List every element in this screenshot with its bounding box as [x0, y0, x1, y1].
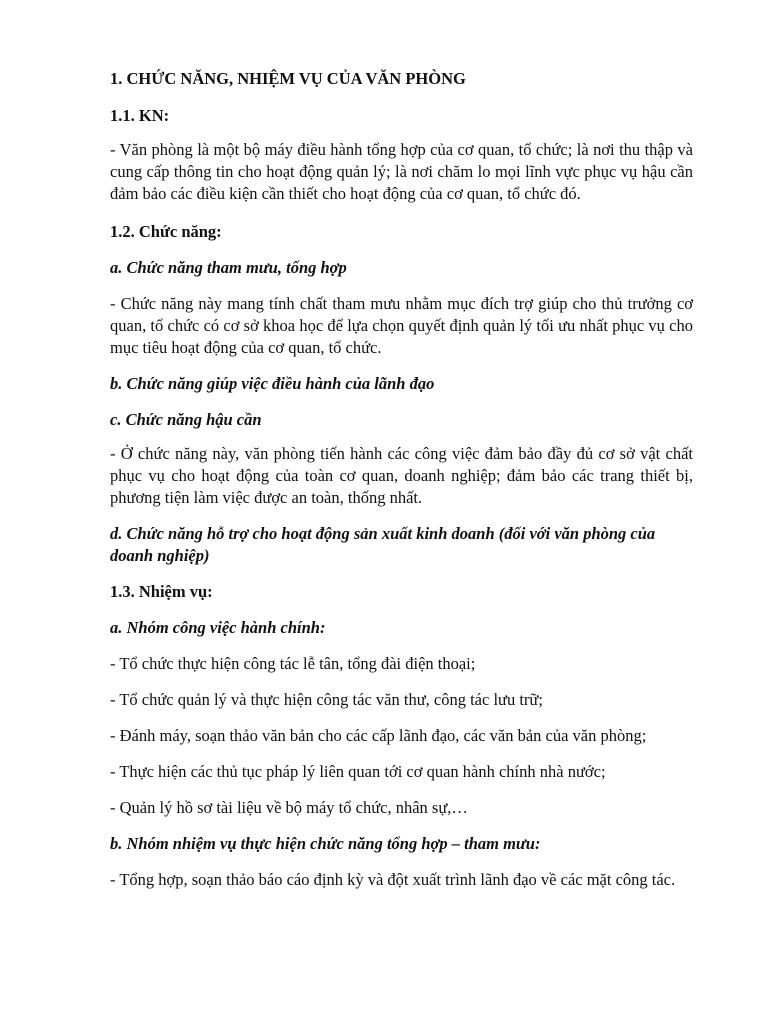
subheading-chuc-nang-d: d. Chức năng hỗ trợ cho hoạt động sản xuất kinh doanh (đối với văn phòng của doanh nghiệp) — [110, 524, 656, 565]
chuc-nang-a-paragraph: - Chức năng này mang tính chất tham mưu nhằm mục đích trợ giúp cho thủ trưởng cơ quan, tổ chức có cơ sở khoa học để lựa chọn quyết định quản lý tối ưu nhất phục vụ cho mục tiêu hoạt động của cơ quan, tổ chức. — [110, 294, 693, 357]
subheading-chuc-nang-b: b. Chức năng giúp việc điều hành của lãnh đạo — [110, 374, 435, 393]
list-item: - Quản lý hồ sơ tài liệu về bộ máy tổ chức, nhân sự,… — [110, 798, 468, 817]
subheading-chuc-nang-a: a. Chức năng tham mưu, tổng hợp — [110, 258, 347, 277]
section-heading-nhiem-vu: 1.3. Nhiệm vụ: — [110, 582, 213, 601]
nhiem-vu-b-paragraph: - Tổng hợp, soạn thảo báo cáo định kỳ và đột xuất trình lãnh đạo về các mặt công tác. — [110, 870, 676, 889]
subheading-nhiem-vu-a: a. Nhóm công việc hành chính: — [110, 618, 326, 637]
subheading-nhiem-vu-b: b. Nhóm nhiệm vụ thực hiện chức năng tổng hợp – tham mưu: — [110, 834, 541, 853]
subheading-chuc-nang-c: c. Chức năng hậu cần — [110, 410, 262, 429]
document-title: 1. CHỨC NĂNG, NHIỆM VỤ CỦA VĂN PHÒNG — [110, 69, 466, 88]
list-item: - Thực hiện các thủ tục pháp lý liên quan tới cơ quan hành chính nhà nước; — [110, 762, 606, 781]
section-heading-kn: 1.1. KN: — [110, 106, 170, 125]
chuc-nang-c-paragraph: - Ở chức năng này, văn phòng tiến hành các công việc đảm bảo đầy đủ cơ sở vật chất phục vụ cho hoạt động của toàn cơ quan, doanh nghiệp; đảm bảo các trang thiết bị, phương tiện làm việc được an toàn, thống nhất. — [110, 444, 693, 507]
list-item: - Tổ chức thực hiện công tác lễ tân, tổng đài điện thoại; — [110, 654, 476, 673]
list-item: - Đánh máy, soạn thảo văn bản cho các cấp lãnh đạo, các văn bản của văn phòng; — [110, 726, 647, 745]
kn-paragraph: - Văn phòng là một bộ máy điều hành tổng hợp của cơ quan, tổ chức; là nơi thu thập và cung cấp thông tin cho hoạt động quản lý; là nơi chăm lo mọi lĩnh vực phục vụ hậu cần đảm bảo các điều kiện cần thiết cho hoạt động của cơ quan, tổ chức đó. — [110, 140, 693, 203]
list-item: - Tổ chức quản lý và thực hiện công tác văn thư, công tác lưu trữ; — [110, 690, 543, 709]
section-heading-chuc-nang: 1.2. Chức năng: — [110, 222, 222, 241]
